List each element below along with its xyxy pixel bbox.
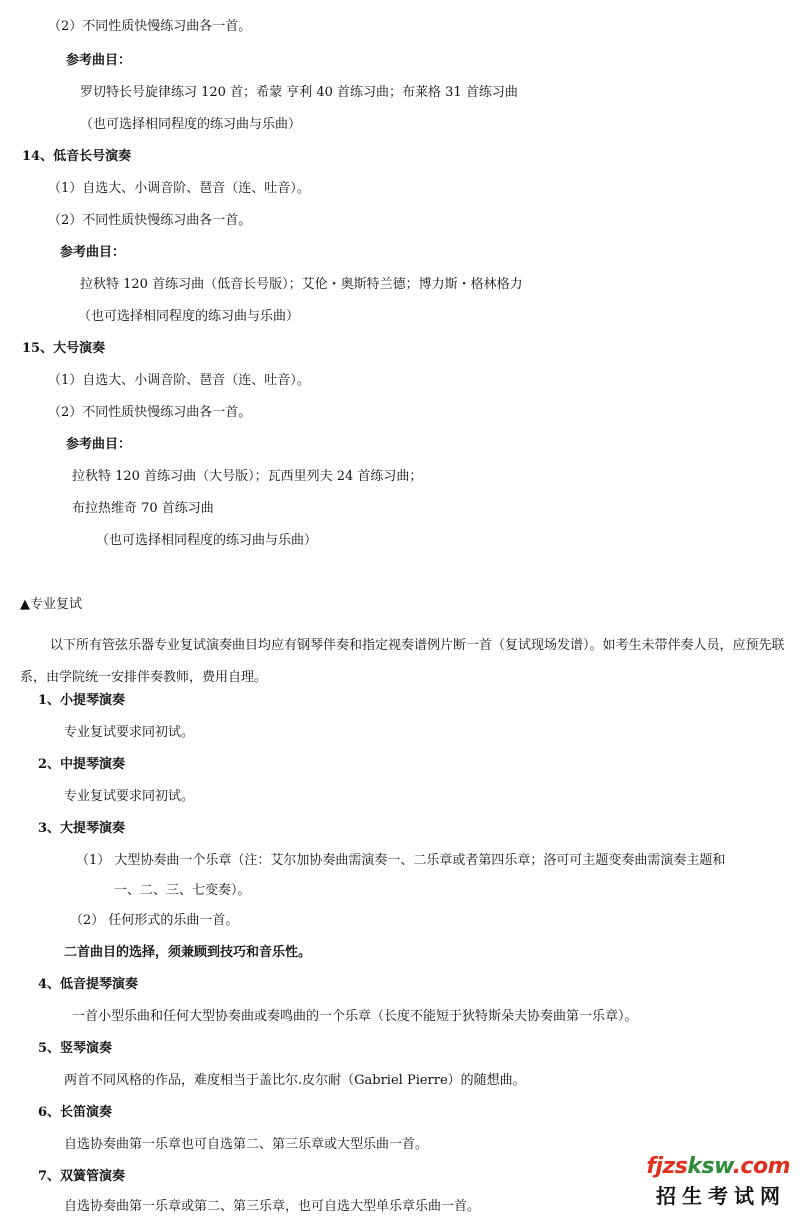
section-5-text: 两首不同风格的作品，难度相当于盖比尔.皮尔耐（Gabriel Pierre）的随想曲。 [64,1073,526,1088]
reference-note: （也可选择相同程度的练习曲与乐曲） [96,533,318,548]
item-2-etudes: （2）不同性质快慢练习曲各一首。 [48,213,252,228]
section-6-heading: 6、长笛演奏 [38,1105,113,1120]
watermark-url-part3: .com [732,1154,790,1179]
section-2-text: 专业复试要求同初试。 [64,789,195,804]
section-2-heading: 2、中提琴演奏 [38,757,126,772]
reference-heading: 参考曲目： [66,53,132,68]
section-7-heading: 7、双簧管演奏 [38,1169,126,1184]
reference-heading: 参考曲目： [66,437,132,452]
reference-list: 拉秋特 120 首练习曲（大号版）；瓦西里列夫 24 首练习曲； [72,469,423,484]
section-3-item-1-cont: 一、二、三、七变奏）。 [114,883,251,898]
watermark-url [646,1156,790,1178]
item-1-scales: （1）自选大、小调音阶、琶音（连、吐音）。 [48,181,310,196]
reference-note: （也可选择相同程度的练习曲与乐曲） [80,117,302,132]
section-3-note: 二首曲目的选择，须兼顾到技巧和音乐性。 [64,945,312,960]
reference-list-cont: 布拉热维奇 70 首练习曲 [72,501,214,516]
section-14-heading: 14、低音长号演奏 [22,149,132,164]
section-5-heading: 5、竖琴演奏 [38,1041,113,1056]
watermark-url-part1: fjzs [646,1154,688,1179]
reference-list: 拉秋特 120 首练习曲（低音长号版）；艾伦・奥斯特兰德；博力斯・格林格力 [80,277,523,292]
section-7-text: 自选协奏曲第一乐章或第二、第三乐章，也可自选大型单乐章乐曲一首。 [64,1199,481,1214]
section-1-text: 专业复试要求同初试。 [64,725,195,740]
retest-intro: 以下所有管弦乐器专业复试演奏曲目均应有钢琴伴奏和指定视奏谱例片断一首（复试现场发谱）。如考生未带伴奏人员，应预先联系，由学院统一安排伴奏教师，费用自理。 [20,638,785,685]
section-1-heading: 1、小提琴演奏 [38,693,126,708]
site-watermark [620,1156,790,1212]
item-2-etudes: （2）不同性质快慢练习曲各一首。 [48,19,252,34]
reference-note: （也可选择相同程度的练习曲与乐曲） [78,309,300,324]
section-6-text: 自选协奏曲第一乐章也可自选第二、第三乐章或大型乐曲一首。 [64,1137,429,1152]
retest-heading: ▲专业复试 [20,597,82,612]
item-1-scales: （1）自选大、小调音阶、琶音（连、吐音）。 [48,373,310,388]
section-15-heading: 15、大号演奏 [22,341,106,356]
watermark-chinese: 招生考试网 [656,1184,786,1208]
section-4-heading: 4、低音提琴演奏 [38,977,139,992]
section-3-item-2: （2） 任何形式的乐曲一首。 [70,913,239,928]
item-2-etudes: （2）不同性质快慢练习曲各一首。 [48,405,252,420]
reference-list: 罗切特长号旋律练习 120 首；希蒙 亨利 40 首练习曲；布莱格 31 首练习曲 [80,85,518,100]
reference-heading: 参考曲目： [60,245,126,260]
watermark-url-part2: ksw [687,1154,733,1179]
section-3-heading: 3、大提琴演奏 [38,821,126,836]
section-4-text: 一首小型乐曲和任何大型协奏曲或奏鸣曲的一个乐章（长度不能短于狄特斯朵夫协奏曲第一乐章）。 [72,1009,638,1024]
section-3-item-1: （1） 大型协奏曲一个乐章（注：艾尔加协奏曲需演奏一、二乐章或者第四乐章；洛可可主题变奏曲需演奏主题和 [76,853,726,868]
